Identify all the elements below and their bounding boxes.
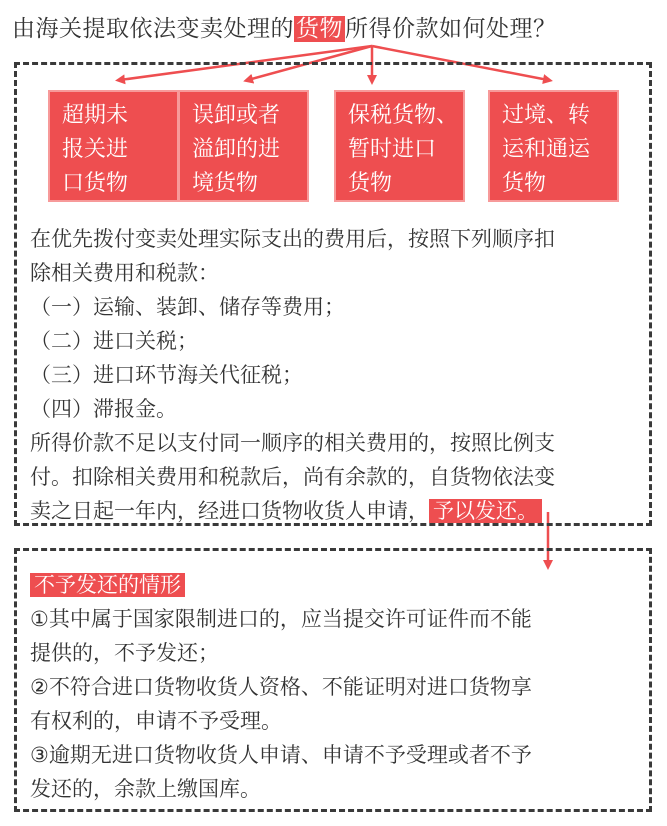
category-line: 货物 xyxy=(348,171,393,196)
title-highlight-goods: 货物 xyxy=(296,16,343,42)
process-step: （三）进口环节海关代征税； xyxy=(30,363,303,387)
process-intro-line: 除相关费用和税款： xyxy=(30,261,219,285)
category-line: 保税货物、 xyxy=(348,103,459,128)
title-before: 由海关提取依法变卖处理的 xyxy=(12,16,294,42)
category-line: 超期未 xyxy=(62,103,129,128)
category-line: 运和通运 xyxy=(502,137,591,162)
category-line: 暂时进口 xyxy=(348,137,437,162)
category-bonded-goods xyxy=(334,90,465,202)
category-line: 误卸或者 xyxy=(192,103,281,128)
process-step: （四）滞报金。 xyxy=(30,397,177,421)
title-after: 所得价款如何处理？ xyxy=(345,16,557,42)
exception-line: ②不符合进口货物收货人资格、不能证明对进口货物享 xyxy=(30,675,532,699)
category-line: 溢卸的进 xyxy=(192,137,281,162)
process-rule-line xyxy=(30,494,542,528)
category-transit-goods xyxy=(488,90,619,202)
process-rule-line: 所得价款不足以支付同一顺序的相关费用的，按照比例支 xyxy=(30,431,555,455)
category-line: 报关进 xyxy=(62,137,129,162)
category-line: 货物 xyxy=(502,171,547,196)
exception-line: 发还的，余款上缴国库。 xyxy=(30,777,261,801)
category-line: 口货物 xyxy=(62,171,129,196)
exceptions-heading: 不予发还的情形 xyxy=(30,573,185,597)
process-rule-last: 卖之日起一年内，经进口货物收货人申请， xyxy=(30,499,429,523)
process-rule-line: 付。扣除相关费用和税款后，尚有余款的，自货物依法变 xyxy=(30,465,555,489)
process-step: （二）进口关税； xyxy=(30,329,198,353)
exception-line: 有权利的，申请不予受理。 xyxy=(30,709,282,733)
category-line: 过境、转 xyxy=(502,103,591,128)
return-proceeds-highlight: 予以发还。 xyxy=(429,499,542,523)
category-misdischarged-goods xyxy=(178,90,309,202)
process-intro-line: 在优先拨付变卖处理实际支出的费用后，按照下列顺序扣 xyxy=(30,227,555,251)
exception-line: ③逾期无进口货物收货人申请、申请不予受理或者不予 xyxy=(30,743,532,767)
page-title xyxy=(12,14,557,44)
exception-line: 提供的，不予发还； xyxy=(30,641,219,665)
process-step: （一）运输、装卸、储存等费用； xyxy=(30,295,345,319)
exceptions-heading-line xyxy=(30,568,185,602)
category-line: 境货物 xyxy=(192,171,259,196)
category-overdue-goods xyxy=(48,90,179,202)
exception-line: ①其中属于国家限制进口的，应当提交许可证件而不能 xyxy=(30,607,532,631)
